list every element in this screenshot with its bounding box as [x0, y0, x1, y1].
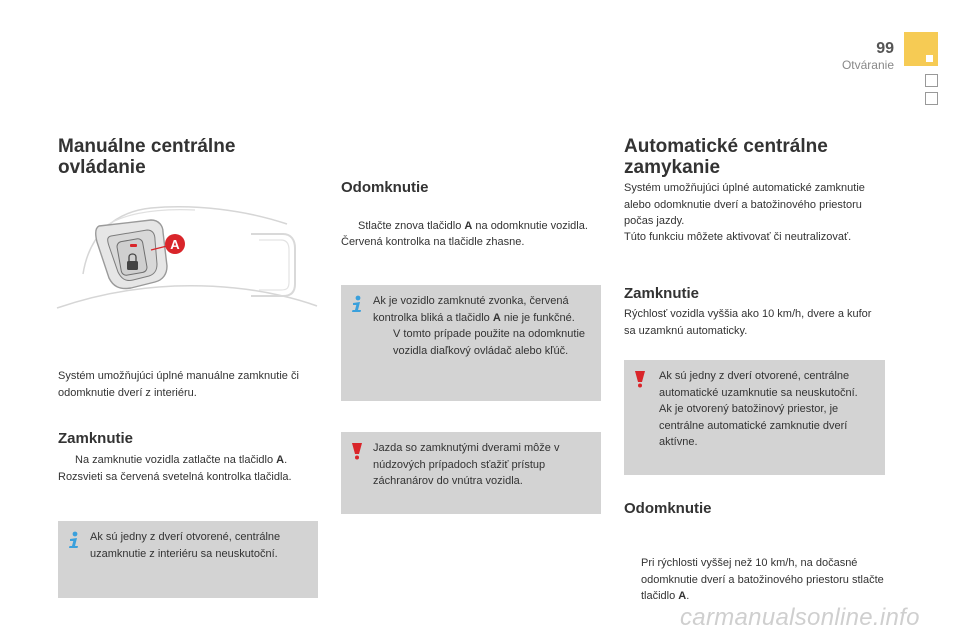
middle-unlock-text: Červená kontrolka na tlačidle zhasne. [341, 236, 525, 248]
tab-box-empty-2 [925, 92, 938, 105]
right-unlock-title: Odomknutie [624, 500, 712, 517]
middle-unlock-bullet [341, 218, 608, 235]
right-unlock-bullet-text: Pri rýchlosti vyššej než 10 km/h, na dočasné odomknutie dverí a batožinového priestoru stlačte tlačidlo [641, 557, 884, 602]
right-title: Automatické centrálne zamykanie [624, 136, 828, 178]
section-title: Otváranie [841, 58, 894, 72]
info-icon [349, 295, 365, 313]
door-lock-button-illustration [55, 196, 320, 316]
warning-icon [632, 370, 648, 388]
warning-icon [349, 442, 365, 460]
left-intro: Systém umožňujúci úplné manuálne zamknutie či odomknutie dverí z interiéru. [58, 370, 299, 399]
figure-callout-a: A [170, 237, 180, 252]
middle-warning-box-text: Jazda so zamknutými dverami môže v núdzových prípadoch sťažiť prístup záchranárov do vnútra vozidla. [373, 442, 560, 487]
middle-unlock-title: Odomknutie [341, 179, 429, 196]
right-intro-2: Túto funkciu môžete aktivovať či neutralizovať. [624, 231, 852, 243]
middle-warning-box [341, 432, 601, 514]
middle-info-box-text: Ak je vozidlo zamknuté zvonka, červená kontrolka bliká a tlačidlo A nie je funkčné. V tomto prípade použite na odomknutie vozidla diaľkový ovládač alebo kľúč. [373, 295, 586, 357]
left-title: Manuálne centrálne ovládanie [58, 136, 236, 178]
right-lock-text: Rýchlosť vozidla vyššia ako 10 km/h, dvere a kufor sa uzamknú automaticky. [624, 308, 872, 337]
right-warning-box-text: Ak sú jedny z dverí otvorené, centrálne automatické uzamknutie sa neuskutoční. Ak je otvorený batožinový priestor, je centrálne automatické zamknutie dverí aktívne. [659, 370, 858, 448]
right-unlock-bullet-key: A [678, 590, 687, 602]
middle-info-box [341, 285, 601, 401]
middle-unlock-bullet-end: na odomknutie vozidla. [472, 219, 588, 232]
tab-box-empty-1 [925, 74, 938, 87]
right-unlock-bullet-end: . [686, 590, 690, 602]
right-warning-box [624, 360, 885, 475]
left-lock-bullet-end: . [284, 454, 288, 466]
middle-unlock-bullet-text: Stlačte znova tlačidlo [358, 219, 465, 232]
left-lock-title: Zamknutie [58, 430, 134, 447]
info-icon [66, 531, 82, 549]
middle-info-sub-bullet: V tomto prípade použite na odomknutie vozidla diaľkový ovládač alebo kľúč. [393, 328, 586, 357]
left-lock-bullet [58, 452, 337, 469]
page-tab-dot [926, 55, 933, 62]
right-lock-title: Zamknutie [624, 285, 700, 302]
right-intro-1: Systém umožňujúci úplné automatické zamknutie alebo odomknutie dverí a batožinového priestoru počas jazdy. [624, 182, 865, 227]
left-lock-bullet-key: A [276, 454, 285, 466]
left-info-box [58, 521, 318, 598]
left-lock-text: Rozsvieti sa červená svetelná kontrolka tlačidla. [58, 471, 292, 483]
watermark: carmanualsonline.info [680, 604, 920, 631]
middle-unlock-bullet-key: A [464, 219, 473, 232]
left-lock-bullet-text: Na zamknutie vozidla zatlačte na tlačidlo [75, 454, 277, 466]
left-info-box-text: Ak sú jedny z dverí otvorené, centrálne uzamknutie z interiéru sa neuskutoční. [90, 531, 281, 560]
page-number: 99 [876, 40, 894, 57]
right-unlock-bullet [624, 555, 903, 605]
